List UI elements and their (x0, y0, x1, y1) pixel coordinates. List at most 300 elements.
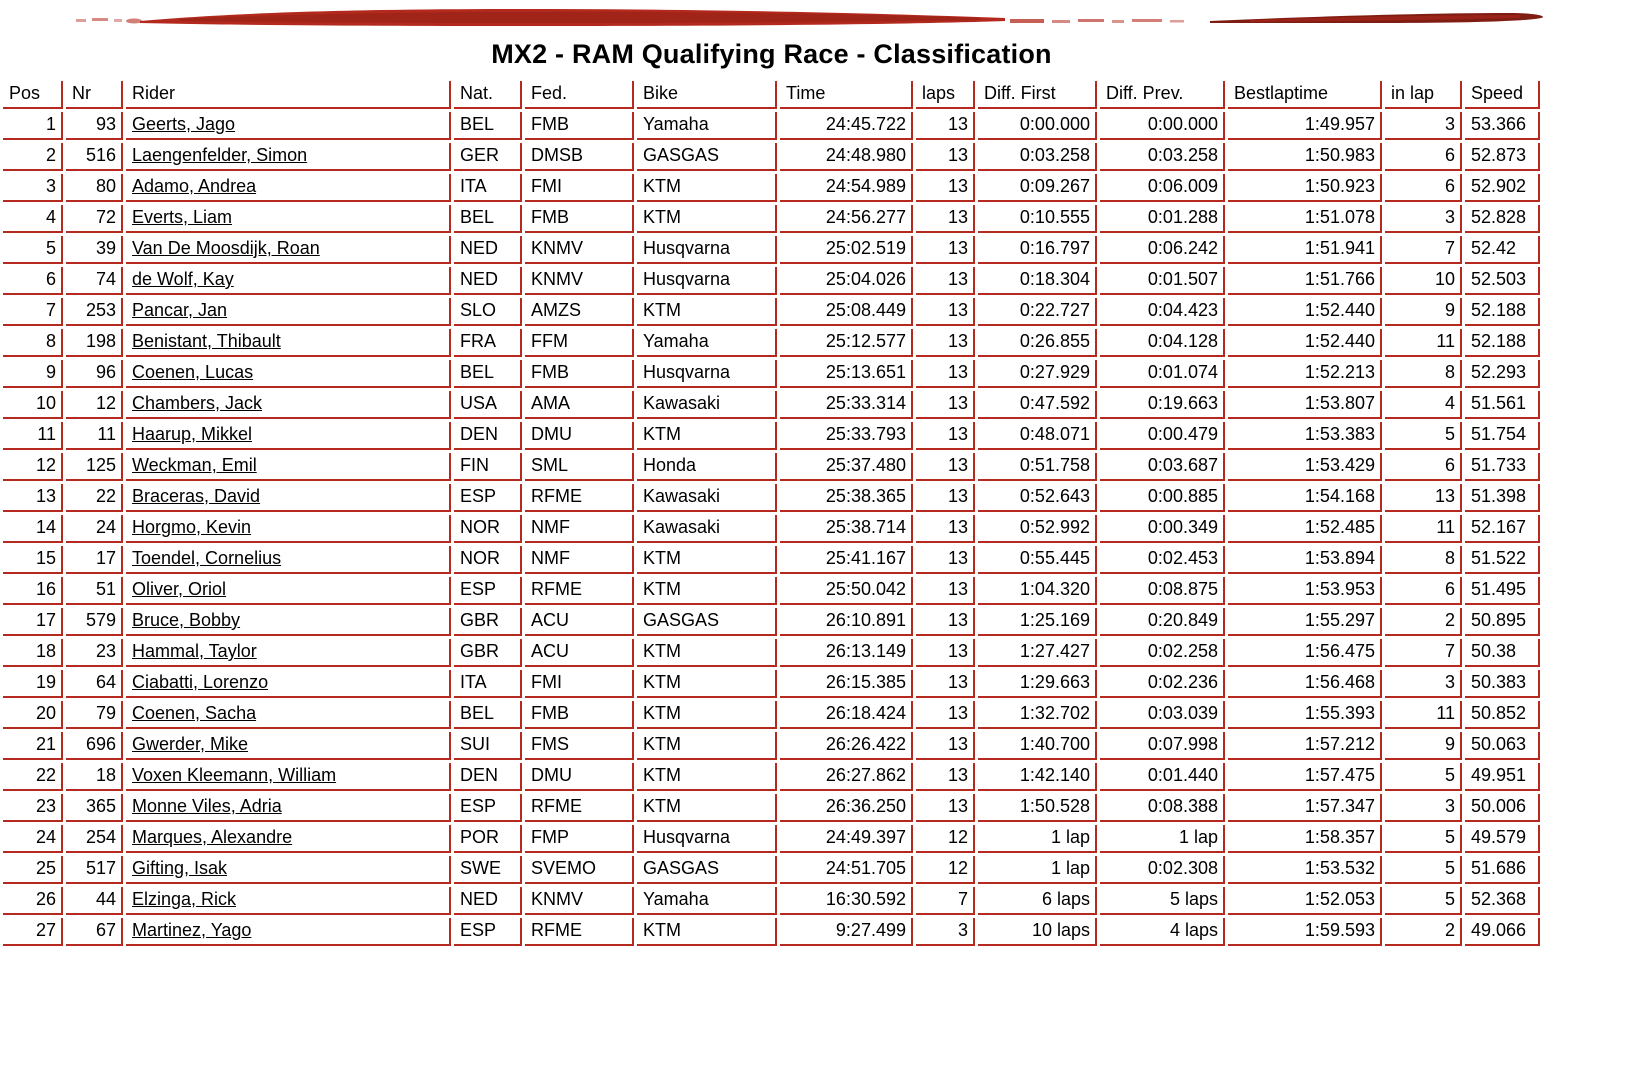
cell-laps: 7 (916, 887, 975, 915)
table-row (3, 918, 1540, 946)
cell-pos: 14 (3, 515, 63, 543)
rider-link[interactable]: Hammal, Taylor (132, 641, 257, 661)
cell-pos: 10 (3, 391, 63, 419)
rider-link[interactable]: de Wolf, Kay (132, 269, 234, 289)
cell-time: 24:51.705 (780, 856, 913, 884)
cell-in-lap: 6 (1385, 143, 1462, 171)
cell-nat: SWE (454, 856, 522, 884)
cell-nr: 44 (66, 887, 123, 915)
table-row (3, 236, 1540, 264)
rider-link[interactable]: Ciabatti, Lorenzo (132, 672, 269, 692)
cell-nat: ESP (454, 484, 522, 512)
cell-bike: KTM (637, 298, 777, 326)
col-header-rider: Rider (126, 81, 451, 109)
cell-nr: 96 (66, 360, 123, 388)
cell-diff-prev: 0:03.258 (1100, 143, 1225, 171)
cell-in-lap: 3 (1385, 670, 1462, 698)
cell-bestlaptime: 1:53.894 (1228, 546, 1382, 574)
rider-link[interactable]: Weckman, Emil (132, 455, 257, 475)
cell-fed: RFME (525, 484, 634, 512)
cell-laps: 13 (916, 453, 975, 481)
cell-in-lap: 3 (1385, 205, 1462, 233)
cell-bike: Yamaha (637, 329, 777, 357)
rider-link[interactable]: Braceras, David (132, 486, 261, 506)
rider-link[interactable]: Monne Viles, Adria (132, 796, 282, 816)
cell-diff-first: 1:04.320 (978, 577, 1097, 605)
cell-pos: 9 (3, 360, 63, 388)
cell-speed: 50.006 (1465, 794, 1540, 822)
cell-diff-first: 0:16.797 (978, 236, 1097, 264)
cell-bestlaptime: 1:52.213 (1228, 360, 1382, 388)
rider-link[interactable]: Van De Moosdijk, Roan (132, 238, 320, 258)
cell-bestlaptime: 1:53.807 (1228, 391, 1382, 419)
cell-nat: BEL (454, 205, 522, 233)
cell-diff-first: 0:09.267 (978, 174, 1097, 202)
cell-rider (126, 267, 451, 295)
col-header-speed: Speed (1465, 81, 1540, 109)
table-row (3, 298, 1540, 326)
cell-bestlaptime: 1:51.941 (1228, 236, 1382, 264)
cell-pos: 23 (3, 794, 63, 822)
cell-diff-prev: 0:03.687 (1100, 453, 1225, 481)
cell-laps: 13 (916, 484, 975, 512)
cell-rider (126, 298, 451, 326)
col-header-diff-prev: Diff. Prev. (1100, 81, 1225, 109)
cell-pos: 15 (3, 546, 63, 574)
cell-laps: 13 (916, 701, 975, 729)
cell-nat: DEN (454, 422, 522, 450)
cell-in-lap: 5 (1385, 856, 1462, 884)
table-row (3, 825, 1540, 853)
cell-bike: KTM (637, 732, 777, 760)
cell-pos: 21 (3, 732, 63, 760)
cell-speed: 51.495 (1465, 577, 1540, 605)
cell-laps: 13 (916, 608, 975, 636)
rider-link[interactable]: Martinez, Yago (132, 920, 252, 940)
cell-nr: 80 (66, 174, 123, 202)
rider-link[interactable]: Toendel, Cornelius (132, 548, 282, 568)
cell-bestlaptime: 1:53.532 (1228, 856, 1382, 884)
cell-in-lap: 9 (1385, 298, 1462, 326)
cell-diff-first: 0:18.304 (978, 267, 1097, 295)
cell-laps: 12 (916, 856, 975, 884)
cell-bestlaptime: 1:56.475 (1228, 639, 1382, 667)
cell-rider (126, 515, 451, 543)
cell-time: 24:56.277 (780, 205, 913, 233)
cell-diff-prev: 0:01.288 (1100, 205, 1225, 233)
cell-bike: Kawasaki (637, 484, 777, 512)
cell-time: 25:38.714 (780, 515, 913, 543)
cell-nr: 125 (66, 453, 123, 481)
cell-nr: 51 (66, 577, 123, 605)
cell-diff-prev: 0:06.242 (1100, 236, 1225, 264)
cell-bestlaptime: 1:52.485 (1228, 515, 1382, 543)
cell-speed: 50.852 (1465, 701, 1540, 729)
cell-rider (126, 329, 451, 357)
cell-laps: 13 (916, 515, 975, 543)
cell-laps: 12 (916, 825, 975, 853)
cell-laps: 13 (916, 391, 975, 419)
rider-link[interactable]: Horgmo, Kevin (132, 517, 252, 537)
cell-laps: 13 (916, 236, 975, 264)
rider-link[interactable]: Gifting, Isak (132, 858, 228, 878)
cell-in-lap: 3 (1385, 794, 1462, 822)
cell-fed: DMU (525, 763, 634, 791)
cell-diff-prev: 0:01.440 (1100, 763, 1225, 791)
table-row (3, 360, 1540, 388)
cell-in-lap: 5 (1385, 422, 1462, 450)
cell-time: 25:37.480 (780, 453, 913, 481)
cell-diff-first: 1:27.427 (978, 639, 1097, 667)
rider-link[interactable]: Voxen Kleemann, William (132, 765, 337, 785)
cell-bike: Husqvarna (637, 267, 777, 295)
cell-rider (126, 112, 451, 140)
cell-nr: 24 (66, 515, 123, 543)
cell-nat: BEL (454, 112, 522, 140)
cell-fed: RFME (525, 918, 634, 946)
cell-time: 26:18.424 (780, 701, 913, 729)
cell-diff-prev: 0:00.885 (1100, 484, 1225, 512)
cell-time: 26:13.149 (780, 639, 913, 667)
table-row (3, 639, 1540, 667)
cell-nr: 696 (66, 732, 123, 760)
cell-rider (126, 608, 451, 636)
cell-rider (126, 887, 451, 915)
cell-speed: 51.561 (1465, 391, 1540, 419)
cell-nr: 18 (66, 763, 123, 791)
cell-speed: 50.383 (1465, 670, 1540, 698)
cell-diff-first: 0:22.727 (978, 298, 1097, 326)
cell-speed: 50.895 (1465, 608, 1540, 636)
table-row (3, 112, 1540, 140)
cell-bestlaptime: 1:53.953 (1228, 577, 1382, 605)
cell-bestlaptime: 1:59.593 (1228, 918, 1382, 946)
page-title: MX2 - RAM Qualifying Race - Classification (491, 39, 1052, 69)
cell-time: 16:30.592 (780, 887, 913, 915)
cell-fed: RFME (525, 794, 634, 822)
cell-diff-first: 6 laps (978, 887, 1097, 915)
cell-fed: FMB (525, 360, 634, 388)
cell-in-lap: 9 (1385, 732, 1462, 760)
cell-nr: 12 (66, 391, 123, 419)
cell-rider (126, 236, 451, 264)
cell-laps: 13 (916, 329, 975, 357)
rider-link[interactable]: Benistant, Thibault (132, 331, 281, 351)
rider-link[interactable]: Everts, Liam (132, 207, 233, 227)
table-row (3, 391, 1540, 419)
cell-diff-first: 0:55.445 (978, 546, 1097, 574)
col-header-diff-first: Diff. First (978, 81, 1097, 109)
cell-bestlaptime: 1:52.440 (1228, 329, 1382, 357)
cell-laps: 13 (916, 670, 975, 698)
cell-in-lap: 10 (1385, 267, 1462, 295)
cell-time: 26:15.385 (780, 670, 913, 698)
cell-bestlaptime: 1:54.168 (1228, 484, 1382, 512)
cell-in-lap: 11 (1385, 701, 1462, 729)
cell-nat: ESP (454, 794, 522, 822)
cell-nat: FRA (454, 329, 522, 357)
table-row (3, 887, 1540, 915)
table-row (3, 608, 1540, 636)
cell-fed: FMB (525, 701, 634, 729)
cell-bestlaptime: 1:58.357 (1228, 825, 1382, 853)
cell-pos: 7 (3, 298, 63, 326)
cell-diff-first: 0:10.555 (978, 205, 1097, 233)
cell-fed: ACU (525, 639, 634, 667)
cell-speed: 51.398 (1465, 484, 1540, 512)
header-row (3, 81, 1540, 109)
col-header-laps: laps (916, 81, 975, 109)
cell-diff-first: 0:52.992 (978, 515, 1097, 543)
cell-laps: 13 (916, 763, 975, 791)
cell-laps: 13 (916, 360, 975, 388)
cell-diff-prev: 0:08.388 (1100, 794, 1225, 822)
cell-laps: 13 (916, 205, 975, 233)
cell-laps: 13 (916, 112, 975, 140)
cell-diff-prev: 5 laps (1100, 887, 1225, 915)
cell-fed: KNMV (525, 267, 634, 295)
cell-nat: GBR (454, 608, 522, 636)
cell-fed: FMI (525, 670, 634, 698)
classification-table (0, 78, 1543, 949)
cell-in-lap: 11 (1385, 515, 1462, 543)
cell-pos: 26 (3, 887, 63, 915)
cell-time: 24:49.397 (780, 825, 913, 853)
cell-time: 25:02.519 (780, 236, 913, 264)
cell-diff-prev: 0:02.258 (1100, 639, 1225, 667)
cell-nr: 517 (66, 856, 123, 884)
cell-laps: 13 (916, 422, 975, 450)
cell-bike: Yamaha (637, 112, 777, 140)
cell-speed: 51.522 (1465, 546, 1540, 574)
cell-speed: 49.579 (1465, 825, 1540, 853)
cell-speed: 52.293 (1465, 360, 1540, 388)
cell-nat: NOR (454, 515, 522, 543)
cell-laps: 13 (916, 143, 975, 171)
cell-bestlaptime: 1:50.983 (1228, 143, 1382, 171)
cell-rider (126, 639, 451, 667)
cell-nat: BEL (454, 701, 522, 729)
cell-diff-prev: 0:07.998 (1100, 732, 1225, 760)
cell-fed: AMA (525, 391, 634, 419)
cell-in-lap: 11 (1385, 329, 1462, 357)
rider-link[interactable]: Gwerder, Mike (132, 734, 249, 754)
cell-speed: 52.902 (1465, 174, 1540, 202)
cell-nat: ESP (454, 577, 522, 605)
table-row (3, 515, 1540, 543)
cell-fed: FMB (525, 205, 634, 233)
cell-rider (126, 422, 451, 450)
rider-link[interactable]: Elzinga, Rick (132, 889, 237, 909)
cell-rider (126, 546, 451, 574)
cell-diff-prev: 0:20.849 (1100, 608, 1225, 636)
rider-link[interactable]: Coenen, Lucas (132, 362, 254, 382)
cell-diff-first: 1:25.169 (978, 608, 1097, 636)
cell-pos: 5 (3, 236, 63, 264)
cell-laps: 13 (916, 577, 975, 605)
cell-fed: RFME (525, 577, 634, 605)
cell-fed: NMF (525, 546, 634, 574)
cell-time: 25:38.365 (780, 484, 913, 512)
cell-in-lap: 8 (1385, 360, 1462, 388)
cell-fed: ACU (525, 608, 634, 636)
cell-bestlaptime: 1:51.078 (1228, 205, 1382, 233)
cell-time: 25:08.449 (780, 298, 913, 326)
cell-fed: KNMV (525, 887, 634, 915)
cell-laps: 13 (916, 732, 975, 760)
cell-diff-prev: 0:01.507 (1100, 267, 1225, 295)
cell-diff-prev: 0:02.453 (1100, 546, 1225, 574)
cell-time: 25:13.651 (780, 360, 913, 388)
cell-fed: DMU (525, 422, 634, 450)
cell-diff-prev: 0:03.039 (1100, 701, 1225, 729)
cell-pos: 4 (3, 205, 63, 233)
rider-link[interactable]: Oliver, Oriol (132, 579, 227, 599)
col-header-nr: Nr (66, 81, 123, 109)
cell-speed: 49.951 (1465, 763, 1540, 791)
cell-rider (126, 825, 451, 853)
cell-nr: 254 (66, 825, 123, 853)
cell-rider (126, 577, 451, 605)
cell-in-lap: 3 (1385, 112, 1462, 140)
cell-pos: 17 (3, 608, 63, 636)
cell-nr: 72 (66, 205, 123, 233)
cell-rider (126, 360, 451, 388)
cell-pos: 18 (3, 639, 63, 667)
cell-nr: 516 (66, 143, 123, 171)
cell-bestlaptime: 1:56.468 (1228, 670, 1382, 698)
rider-link[interactable]: Laengenfelder, Simon (132, 145, 308, 165)
cell-in-lap: 5 (1385, 763, 1462, 791)
cell-diff-first: 1 lap (978, 856, 1097, 884)
col-header-fed: Fed. (525, 81, 634, 109)
cell-nr: 64 (66, 670, 123, 698)
cell-bestlaptime: 1:57.347 (1228, 794, 1382, 822)
cell-time: 25:41.167 (780, 546, 913, 574)
cell-nr: 39 (66, 236, 123, 264)
col-header-time: Time (780, 81, 913, 109)
rider-link[interactable]: Bruce, Bobby (132, 610, 241, 630)
cell-diff-first: 1 lap (978, 825, 1097, 853)
cell-time: 24:48.980 (780, 143, 913, 171)
cell-speed: 52.167 (1465, 515, 1540, 543)
cell-rider (126, 670, 451, 698)
rider-link[interactable]: Pancar, Jan (132, 300, 228, 320)
cell-bike: KTM (637, 546, 777, 574)
rider-link[interactable]: Geerts, Jago (132, 114, 236, 134)
cell-bestlaptime: 1:51.766 (1228, 267, 1382, 295)
cell-fed: NMF (525, 515, 634, 543)
cell-time: 26:27.862 (780, 763, 913, 791)
cell-nr: 74 (66, 267, 123, 295)
cell-bike: Yamaha (637, 887, 777, 915)
cell-pos: 24 (3, 825, 63, 853)
cell-nat: GER (454, 143, 522, 171)
cell-nat: ITA (454, 670, 522, 698)
cell-nat: NED (454, 887, 522, 915)
cell-diff-first: 0:48.071 (978, 422, 1097, 450)
cell-time: 24:54.989 (780, 174, 913, 202)
cell-bestlaptime: 1:49.957 (1228, 112, 1382, 140)
cell-fed: SVEMO (525, 856, 634, 884)
cell-time: 25:33.314 (780, 391, 913, 419)
cell-nat: NOR (454, 546, 522, 574)
cell-speed: 52.873 (1465, 143, 1540, 171)
cell-speed: 52.42 (1465, 236, 1540, 264)
rider-link[interactable]: Chambers, Jack (132, 393, 263, 413)
cell-nr: 22 (66, 484, 123, 512)
table-row (3, 732, 1540, 760)
table-row (3, 856, 1540, 884)
cell-time: 26:10.891 (780, 608, 913, 636)
table-row (3, 453, 1540, 481)
cell-pos: 25 (3, 856, 63, 884)
cell-diff-prev: 0:04.128 (1100, 329, 1225, 357)
cell-nr: 365 (66, 794, 123, 822)
cell-in-lap: 5 (1385, 887, 1462, 915)
cell-nat: NED (454, 267, 522, 295)
cell-bike: KTM (637, 670, 777, 698)
cell-fed: SML (525, 453, 634, 481)
cell-fed: FMP (525, 825, 634, 853)
table-row (3, 205, 1540, 233)
cell-rider (126, 732, 451, 760)
cell-diff-prev: 0:00.349 (1100, 515, 1225, 543)
cell-time: 26:36.250 (780, 794, 913, 822)
table-row (3, 701, 1540, 729)
cell-speed: 52.188 (1465, 298, 1540, 326)
cell-laps: 13 (916, 794, 975, 822)
cell-time: 9:27.499 (780, 918, 913, 946)
cell-bike: GASGAS (637, 856, 777, 884)
rider-link[interactable]: Coenen, Sacha (132, 703, 257, 723)
cell-bestlaptime: 1:53.383 (1228, 422, 1382, 450)
cell-nr: 579 (66, 608, 123, 636)
cell-rider (126, 918, 451, 946)
cell-bestlaptime: 1:57.475 (1228, 763, 1382, 791)
cell-rider (126, 453, 451, 481)
cell-speed: 49.066 (1465, 918, 1540, 946)
table-row (3, 484, 1540, 512)
cell-bike: KTM (637, 701, 777, 729)
rider-link[interactable]: Haarup, Mikkel (132, 424, 253, 444)
cell-diff-first: 0:47.592 (978, 391, 1097, 419)
cell-speed: 51.733 (1465, 453, 1540, 481)
table-row (3, 329, 1540, 357)
cell-bike: GASGAS (637, 608, 777, 636)
cell-pos: 16 (3, 577, 63, 605)
cell-bestlaptime: 1:55.393 (1228, 701, 1382, 729)
cell-fed: FMS (525, 732, 634, 760)
table-row (3, 763, 1540, 791)
cell-bike: KTM (637, 918, 777, 946)
cell-bike: Honda (637, 453, 777, 481)
cell-time: 25:50.042 (780, 577, 913, 605)
cell-diff-prev: 0:08.875 (1100, 577, 1225, 605)
col-header-bestlaptime: Bestlaptime (1228, 81, 1382, 109)
cell-rider (126, 701, 451, 729)
cell-nat: BEL (454, 360, 522, 388)
cell-fed: FMI (525, 174, 634, 202)
cell-nr: 253 (66, 298, 123, 326)
cell-bike: KTM (637, 763, 777, 791)
cell-diff-prev: 0:02.236 (1100, 670, 1225, 698)
rider-link[interactable]: Marques, Alexandre (132, 827, 293, 847)
cell-rider (126, 484, 451, 512)
cell-diff-first: 0:00.000 (978, 112, 1097, 140)
cell-nr: 79 (66, 701, 123, 729)
rider-link[interactable]: Adamo, Andrea (132, 176, 257, 196)
